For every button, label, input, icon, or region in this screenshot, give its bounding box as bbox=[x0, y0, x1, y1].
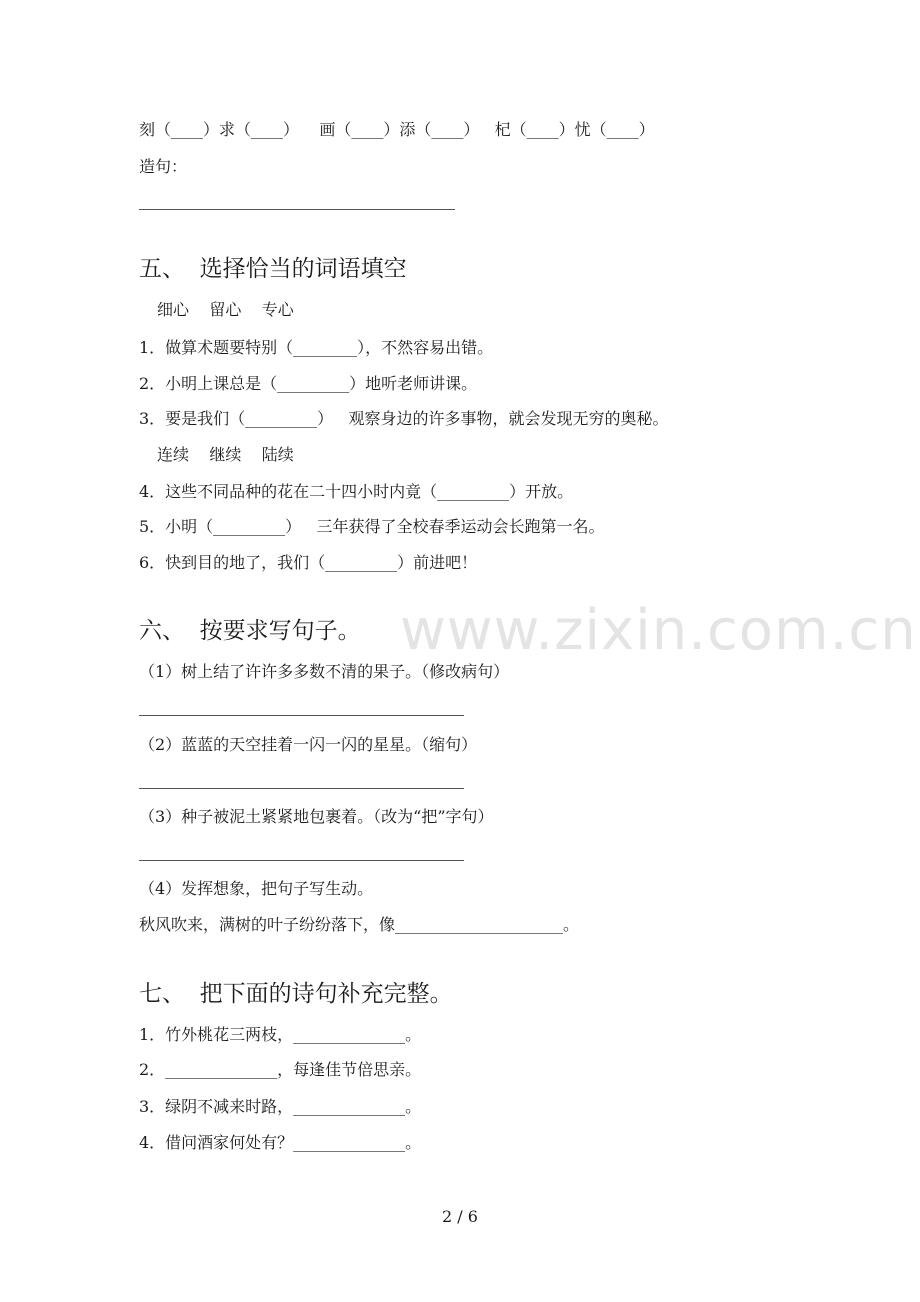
question-5-5: 5．小明（_________） 三年获得了全校春季运动会长跑第一名。 bbox=[139, 517, 605, 536]
fill-in-characters-line: 刻（____）求（____） 画（____）添（____） 杞（____）忧（____） bbox=[139, 120, 655, 139]
word-choices-b: 连续 继续 陆续 bbox=[157, 445, 294, 464]
question-5-1: 1．做算术题要特别（________），不然容易出错。 bbox=[139, 338, 494, 357]
section-5-heading: 五、 选择恰当的词语填空 bbox=[139, 256, 407, 282]
poem-line-1: 1．竹外桃花三两枝，______________。 bbox=[139, 1025, 422, 1044]
zaoju-label: 造句： bbox=[139, 157, 188, 176]
section-6-heading: 六、 按要求写句子。 bbox=[139, 618, 361, 644]
question-5-4: 4．这些不同品种的花在二十四小时内竟（_________）开放。 bbox=[139, 482, 574, 501]
poem-line-4: 4．借问酒家何处有？______________。 bbox=[139, 1133, 422, 1152]
section-7-heading: 七、 把下面的诗句补充完整。 bbox=[139, 981, 453, 1007]
answer-line[interactable] bbox=[139, 209, 455, 210]
question-6-1: （1）树上结了许许多多数不清的果子。（修改病句） bbox=[139, 662, 510, 681]
question-6-3: （3）种子被泥土紧紧地包裹着。（改为“把”字句） bbox=[139, 807, 494, 826]
word-choices-a: 细心 留心 专心 bbox=[157, 300, 294, 319]
answer-line[interactable] bbox=[139, 860, 464, 861]
question-5-3: 3．要是我们（_________） 观察身边的许多事物，就会发现无穷的奥秘。 bbox=[139, 409, 669, 428]
page-number: 2 / 6 bbox=[442, 1207, 478, 1226]
watermark: www.zixin.com.cn bbox=[400, 598, 917, 663]
poem-line-3: 3．绿阴不减来时路，______________。 bbox=[139, 1097, 422, 1116]
question-6-4-sentence: 秋风吹来，满树的叶子纷纷落下，像_____________________。 bbox=[139, 915, 580, 934]
poem-line-2: 2．______________，每逢佳节倍思亲。 bbox=[139, 1060, 422, 1079]
answer-line[interactable] bbox=[139, 715, 464, 716]
question-6-4: （4）发挥想象，把句子写生动。 bbox=[139, 879, 374, 898]
answer-line[interactable] bbox=[139, 788, 464, 789]
question-5-6: 6．快到目的地了，我们（_________）前进吧！ bbox=[139, 553, 478, 572]
question-6-2: （2）蓝蓝的天空挂着一闪一闪的星星。（缩句） bbox=[139, 735, 478, 754]
question-5-2: 2．小明上课总是（_________）地听老师讲课。 bbox=[139, 374, 478, 393]
